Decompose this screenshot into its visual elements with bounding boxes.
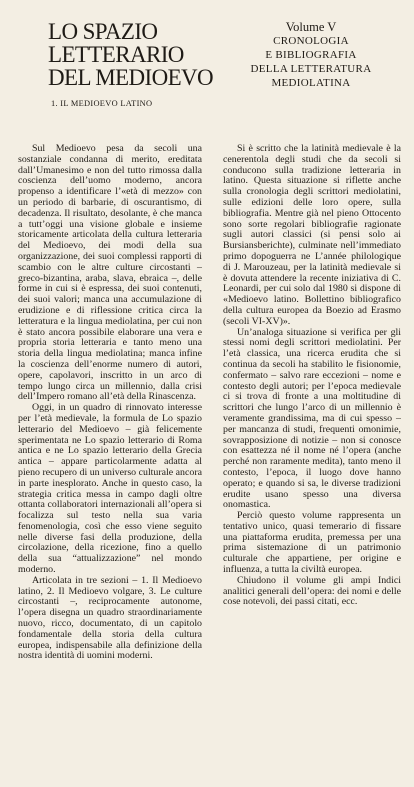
book-title-line-1: LO SPAZIO	[48, 19, 158, 44]
volume-subtitle-line-3: DELLA LETTERATURA	[250, 63, 372, 75]
volume-subtitle-line-2: E BIBLIOGRAFIA	[265, 49, 357, 61]
right-paragraph-3: Perciò questo volume rappresenta un tentativo unico, quasi temerario di fissare una piattaforma erudita, premessa per una prima sistemazione di un patrimonio culturale che appartiene, per origine e influenza, a tutta la civiltà europea.	[223, 510, 401, 576]
volume-subtitle-line-4: MEDIOLATINA	[271, 77, 351, 89]
left-paragraph-1: Sul Medioevo pesa da secoli una sostanziale condanna di merito, ereditata dall’Umanesimo e non del tutto rimossa dalla coscienza dell’uomo moderno, ancora propenso a identificare l’«età di mezzo» con un periodo di barbarie, di oscurantismo, di decadenza. Il risultato, desolante, è che manca a tutt’oggi una visione globale e insieme storicamente articolata della cultura letteraria del Medioevo, dei modi della sua organizzazione, dei suoi complessi rapporti di scambio con le altre culture circostanti – greco-bizantina, araba, slava, ebraica –, delle forme in cui si è espressa, dei suoi contenuti, dei suoi valori; manca una accumulazione di erudizione e di riflessione critica circa la letteratura e la lingua mediolatina, per cui non è stato ancora possibile elaborare una vera e propria storia letteraria e tanto meno una storia della lingua mediolatina; manca infine la coscienza dell’enorme numero di autori, opere, capolavori, inscritto in un arco di tempo lungo circa un millennio, dalla crisi dell’Impero romano all’età della Rinascenza.	[18, 143, 202, 403]
book-title-line-2: LETTERARIO	[48, 42, 184, 67]
volume-subtitle-line-1: CRONOLOGIA	[273, 35, 349, 47]
volume-heading	[218, 20, 404, 90]
right-paragraph-2: Un’analoga situazione si verifica per gli stessi nomi degli scrittori mediolatini. Per l’età classica, una ricerca erudita che si continua da secoli ha stabilito le fisionomie, confermato – salvo rare eccezioni – nome e contesto degli autori; per l’epoca medievale ci si trova di fronte a una moltitudine di scrittori che lungo l’arco di un millennio è veramente grandissima, ma di cui spesso – per mancanza di studi, frequenti omonimie, sovrapposizione di notizie – non si conosce con esattezza né il nome né l’opera (anche perché non raramente medita), tanto meno il contesto, l’epoca, il luogo dove hanno operato; e quando si sa, le diverse tradizioni erudite usano spesso una diversa onomastica.	[223, 326, 401, 511]
left-paragraph-3: Articolata in tre sezioni – 1. Il Medioevo latino, 2. Il Medioevo volgare, 3. Le culture circostanti –, reciprocamente autonome, l’opera disegna un quadro straordinariamente nuovo, ricco, documentato, di un capitolo fondamentale della storia della cultura europea, indispensabile alla definizione della nostra identità di uomini moderni.	[18, 574, 202, 662]
book-title-line-3: DEL MEDIOEVO	[48, 65, 214, 90]
left-paragraph-2: Oggi, in un quadro di rinnovato interesse per l’età medievale, la formula de Lo spazio letterario del Medioevo – già felicemente sperimentata ne Lo spazio letterario di Roma antica e ne Lo spazio letterario della Grecia antica – appare particolarmente adatta al pieno recupero di un universo culturale ancora in parte inesplorato. Anche in questo caso, la strategia critica messa in campo dagli oltre ottanta collaboratori internazionali all’opera si focalizza sul testo nella sua varia fenomenologia, così che esso viene seguito nelle diverse fasi della produzione, della circolazione, della ricezione, fino a quello della sua “attualizzazione” nel mondo moderno.	[18, 402, 202, 576]
book-title	[48, 20, 218, 89]
right-paragraph-4: Chiudono il volume gli ampi Indici analitici generali dell’opera: dei nomi e delle cose notevoli, dei passi citati, ecc.	[223, 574, 401, 608]
left-column-text	[18, 144, 202, 662]
series-label: 1. IL MEDIOEVO LATINO	[51, 99, 153, 108]
right-paragraph-1: Si è scritto che la latinità medievale è la cenerentola degli studi che da secoli si conducono sulla tradizione letteraria in latino. Questa situazione si riflette anche sulla cronologia degli scrittori mediolatini, sulle edizioni delle loro opere, sulla bibliografia. Mentre già nel pieno Ottocento sono sorte regolari bibliografie ragionate sugli autori classici (si pensi solo ai Bursiansberichte), culminate nell’immediato primo dopoguerra ne L’année philologique di J. Marouzeau, per la latinità medievale si è dovuta attendere la recente iniziativa di C. Leonardi, per cui solo dal 1980 si dispone di «Medioevo latino. Bollettino bibliografico della cultura europea da Boezio ad Erasmo (secoli VI-XV)».	[223, 143, 401, 327]
volume-number: Volume V	[285, 20, 337, 34]
right-column-text	[223, 144, 401, 608]
